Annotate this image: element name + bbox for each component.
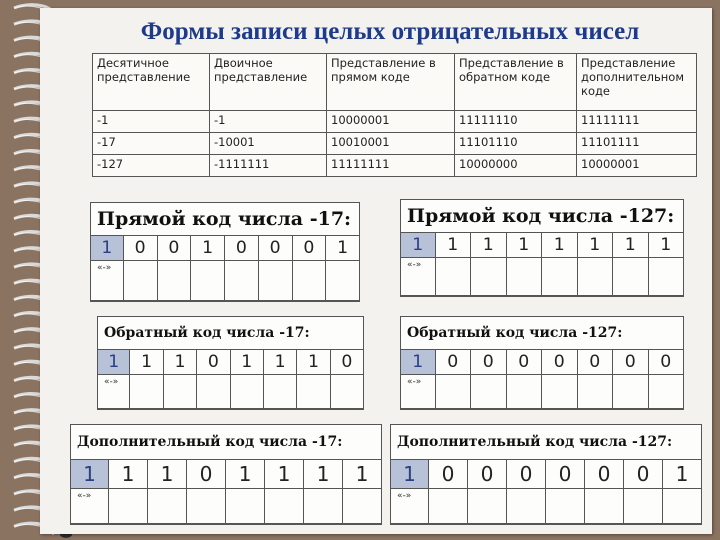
panel-title: Обратный код числа -17: (104, 325, 310, 341)
empty-cell (264, 375, 297, 409)
empty-cell (585, 489, 624, 524)
empty-cell (546, 489, 585, 524)
sign-label: «-» (70, 489, 109, 524)
table-cell: 11101110 (455, 133, 577, 155)
table-cell: 11111111 (327, 155, 455, 177)
table-cell: 10000000 (455, 155, 577, 177)
bit-cell: 0 (578, 350, 614, 375)
bit-cell: 0 (613, 350, 649, 375)
bit-cell: 0 (436, 350, 472, 375)
table-cell: 10000001 (327, 111, 455, 133)
sign-label: «-» (97, 375, 130, 409)
panel-complement-127 (390, 424, 702, 525)
table-row (93, 133, 697, 155)
panel-title: Дополнительный код числа -127: (397, 434, 673, 450)
empty-cell (304, 489, 343, 524)
empty-cell (663, 489, 702, 524)
sign-bit: 1 (90, 236, 124, 261)
empty-cell (471, 375, 507, 409)
table-cell: -1111111 (210, 155, 327, 177)
panel-direct-17 (90, 202, 360, 302)
bit-cell: 0 (507, 350, 543, 375)
empty-cell (343, 489, 382, 524)
panel-direct-127 (400, 199, 684, 297)
empty-cell (613, 375, 649, 409)
empty-cell (471, 258, 507, 296)
empty-cell (187, 489, 226, 524)
header-cell: Представление дополнительном коде (577, 54, 697, 111)
bit-cell: 0 (197, 350, 230, 375)
empty-cell (226, 489, 265, 524)
bit-cell: 0 (225, 236, 259, 261)
bit-grid (90, 235, 360, 301)
sign-bit: 1 (390, 460, 429, 489)
bit-cell: 0 (158, 236, 192, 261)
empty-cell (613, 258, 649, 296)
bit-cell: 0 (331, 350, 364, 375)
header-cell: Двоичное представление (210, 54, 327, 111)
empty-cell (148, 489, 187, 524)
empty-cell (124, 261, 158, 301)
panel-title: Обратный код числа -127: (407, 325, 623, 341)
table-row (93, 155, 697, 177)
sign-label: «-» (390, 489, 429, 524)
bit-cell: 1 (326, 236, 360, 261)
bit-cell: 1 (578, 233, 614, 258)
empty-cell (468, 489, 507, 524)
empty-cell (191, 261, 225, 301)
empty-cell (436, 258, 472, 296)
bit-cell: 1 (265, 460, 304, 489)
empty-cell (331, 375, 364, 409)
bit-cell: 1 (542, 233, 578, 258)
bit-grid (400, 232, 684, 296)
empty-cell (624, 489, 663, 524)
empty-cell (158, 261, 192, 301)
bit-cell: 1 (613, 233, 649, 258)
empty-cell (507, 375, 543, 409)
table-cell: 11111110 (455, 111, 577, 133)
bit-cell: 1 (649, 233, 685, 258)
bit-grid (70, 459, 382, 524)
bit-cell: 0 (649, 350, 685, 375)
empty-cell (109, 489, 148, 524)
bit-cell: 1 (663, 460, 702, 489)
header-cell: Десятичное представление (93, 54, 210, 111)
summary-header-row (93, 54, 697, 111)
empty-cell (326, 261, 360, 301)
bit-cell: 1 (231, 350, 264, 375)
bit-cell: 1 (304, 460, 343, 489)
empty-cell (259, 261, 293, 301)
bit-cell: 1 (264, 350, 297, 375)
bit-cell: 0 (259, 236, 293, 261)
table-cell: 10000001 (577, 155, 697, 177)
sign-label: «-» (400, 258, 436, 296)
bit-cell: 1 (191, 236, 225, 261)
empty-cell (436, 375, 472, 409)
bit-cell: 1 (297, 350, 330, 375)
bit-grid (390, 459, 702, 524)
empty-cell (164, 375, 197, 409)
empty-cell (507, 258, 543, 296)
empty-cell (578, 375, 614, 409)
bit-grid (97, 349, 364, 409)
bit-cell: 0 (293, 236, 327, 261)
sign-bit: 1 (400, 350, 436, 375)
table-cell: -127 (93, 155, 210, 177)
empty-cell (542, 375, 578, 409)
empty-cell (231, 375, 264, 409)
table-row (93, 111, 697, 133)
panel-inverse-127 (400, 316, 684, 410)
empty-cell (578, 258, 614, 296)
empty-cell (293, 261, 327, 301)
sign-bit: 1 (97, 350, 130, 375)
empty-cell (225, 261, 259, 301)
bit-cell: 1 (436, 233, 472, 258)
empty-cell (297, 375, 330, 409)
bit-cell: 1 (471, 233, 507, 258)
bit-cell: 1 (343, 460, 382, 489)
bit-cell: 1 (130, 350, 163, 375)
page-title: Формы записи целых отрицательных чисел (140, 18, 640, 45)
empty-cell (649, 375, 685, 409)
empty-cell (265, 489, 304, 524)
summary-table (92, 53, 697, 177)
sign-label: «-» (90, 261, 124, 301)
bit-cell: 0 (471, 350, 507, 375)
table-cell: 10010001 (327, 133, 455, 155)
table-cell: -1 (210, 111, 327, 133)
sign-bit: 1 (400, 233, 436, 258)
table-cell: 11101111 (577, 133, 697, 155)
empty-cell (429, 489, 468, 524)
empty-cell (649, 258, 685, 296)
panel-complement-17 (70, 424, 382, 525)
bit-cell: 0 (624, 460, 663, 489)
table-cell: -10001 (210, 133, 327, 155)
bit-cell: 1 (109, 460, 148, 489)
empty-cell (542, 258, 578, 296)
sign-label: «-» (400, 375, 436, 409)
panel-title: Прямой код числа -17: (97, 208, 352, 230)
table-cell: -1 (93, 111, 210, 133)
bit-cell: 0 (546, 460, 585, 489)
header-cell: Представление в прямом коде (327, 54, 455, 111)
bit-cell: 1 (507, 233, 543, 258)
bit-cell: 0 (187, 460, 226, 489)
panel-title: Прямой код числа -127: (407, 205, 675, 227)
empty-cell (507, 489, 546, 524)
bit-cell: 1 (164, 350, 197, 375)
bit-cell: 1 (148, 460, 187, 489)
empty-cell (197, 375, 230, 409)
table-cell: 11111111 (577, 111, 697, 133)
bit-cell: 0 (468, 460, 507, 489)
bit-cell: 0 (507, 460, 546, 489)
bit-cell: 0 (585, 460, 624, 489)
bit-cell: 0 (542, 350, 578, 375)
panel-title: Дополнительный код числа -17: (77, 434, 343, 450)
bit-cell: 0 (124, 236, 158, 261)
panel-inverse-17 (97, 316, 364, 410)
empty-cell (130, 375, 163, 409)
table-cell: -17 (93, 133, 210, 155)
header-cell: Представление в обратном коде (455, 54, 577, 111)
bit-grid (400, 349, 684, 409)
sign-bit: 1 (70, 460, 109, 489)
bit-cell: 1 (226, 460, 265, 489)
bit-cell: 0 (429, 460, 468, 489)
